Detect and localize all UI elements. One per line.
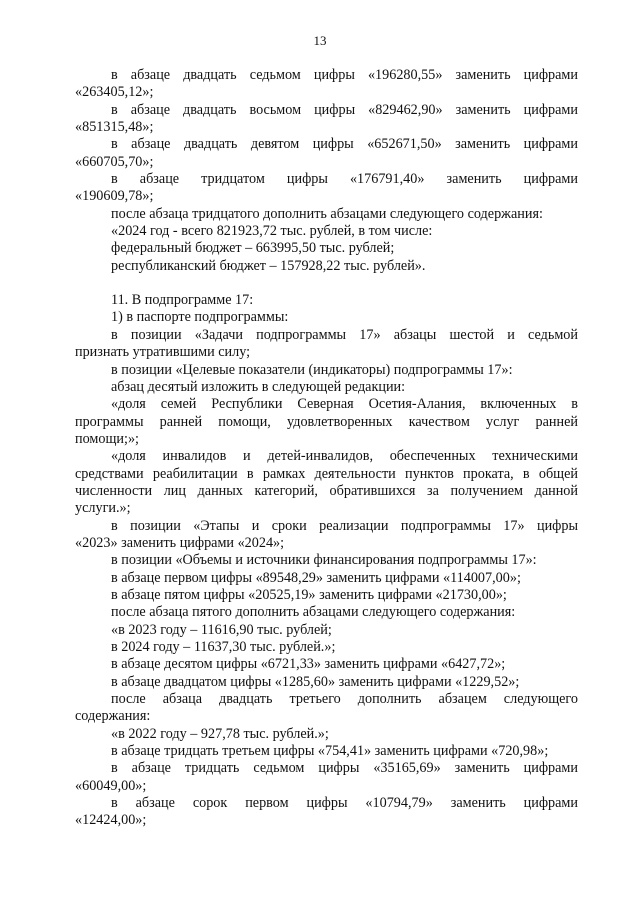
paragraph-line: программы ранней помощи, удовлетворенных качеством услуг ранней [75, 413, 578, 430]
paragraph-line: республиканский бюджет – 157928,22 тыс. рублей». [111, 257, 426, 274]
paragraph-line: абзац десятый изложить в следующей редакции: [111, 378, 406, 395]
paragraph-line: после абзаца пятого дополнить абзацами следующего содержания: [111, 604, 516, 621]
paragraph-line: «2024 год - всего 821923,72 тыс. рублей, в том числе: [111, 223, 433, 240]
paragraph-line: в абзаце первом цифры «89548,29» заменить цифрами «114007,00»; [111, 569, 521, 586]
paragraph-line: после абзаца двадцать третьего дополнить абзацем следующего [111, 691, 578, 708]
paragraph-line: «190609,78»; [75, 188, 154, 205]
paragraph-line: после абзаца тридцатого дополнить абзацами следующего содержания: [111, 205, 543, 222]
paragraph-line: в абзаце сорок первом цифры «10794,79» заменить цифрами [111, 795, 578, 812]
paragraph-line: «2023» заменить цифрами «2024»; [75, 534, 285, 551]
paragraph-line: в абзаце тридцать третьем цифры «754,41» заменить цифрами «720,98»; [111, 743, 549, 760]
paragraph-line: «доля инвалидов и детей-инвалидов, обеспеченных техническими [111, 448, 578, 465]
paragraph-line: 1) в паспорте подпрограммы: [111, 309, 289, 326]
paragraph-line: в абзаце двадцатом цифры «1285,60» заменить цифрами «1229,52»; [111, 673, 520, 690]
paragraph-line: в абзаце десятом цифры «6721,33» заменить цифрами «6427,72»; [111, 656, 506, 673]
paragraph-line: «263405,12»; [75, 84, 154, 101]
paragraph-line: «в 2023 году – 11616,90 тыс. рублей; [111, 621, 332, 638]
paragraph-line: услуги.»; [75, 500, 131, 517]
paragraph-line: федеральный бюджет – 663995,50 тыс. рублей; [111, 240, 395, 257]
paragraph-line: в позиции «Объемы и источники финансирования подпрограммы 17»: [111, 552, 537, 569]
paragraph-line: средствами реабилитации в рамках деятельности пунктов проката, в общей [75, 465, 578, 482]
paragraph-line: «доля семей Республики Северная Осетия-Алания, включенных в [111, 396, 578, 413]
paragraph-line: в позиции «Задачи подпрограммы 17» абзацы шестой и седьмой [111, 326, 578, 343]
paragraph-line: в абзаце тридцатом цифры «176791,40» заменить цифрами [111, 171, 578, 188]
section-heading: 11. В подпрограмме 17: [111, 292, 254, 309]
paragraph-line: «660705,70»; [75, 153, 154, 170]
paragraph-line: в абзаце пятом цифры «20525,19» заменить цифрами «21730,00»; [111, 586, 507, 603]
paragraph-line: в позиции «Целевые показатели (индикаторы) подпрограммы 17»: [111, 361, 513, 378]
paragraph-line: в абзаце двадцать седьмом цифры «196280,55» заменить цифрами [111, 67, 578, 83]
paragraph-line: «12424,00»; [75, 812, 147, 829]
paragraph-line: в абзаце двадцать восьмом цифры «829462,90» заменить цифрами [111, 101, 578, 118]
paragraph-line: в абзаце двадцать девятом цифры «652671,50» заменить цифрами [111, 136, 578, 153]
document-body [75, 67, 578, 830]
paragraph-line: «60049,00»; [75, 777, 147, 794]
paragraph-line: помощи;»; [75, 430, 139, 447]
paragraph-line: «851315,48»; [75, 119, 154, 136]
paragraph-line: в 2024 году – 11637,30 тыс. рублей.»; [111, 639, 336, 655]
paragraph-line: численности лиц данных категорий, обратившихся за получением данной [75, 482, 578, 499]
paragraph-line: в абзаце тридцать седьмом цифры «35165,69» заменить цифрами [111, 760, 578, 777]
paragraph-line: «в 2022 году – 927,78 тыс. рублей.»; [111, 725, 329, 742]
paragraph-line: в позиции «Этапы и сроки реализации подпрограммы 17» цифры [111, 517, 578, 534]
paragraph-line: содержания: [75, 708, 151, 725]
paragraph-spacer [75, 275, 578, 292]
paragraph-line: признать утратившими силу; [75, 344, 251, 361]
page-number: 13 [313, 33, 327, 48]
